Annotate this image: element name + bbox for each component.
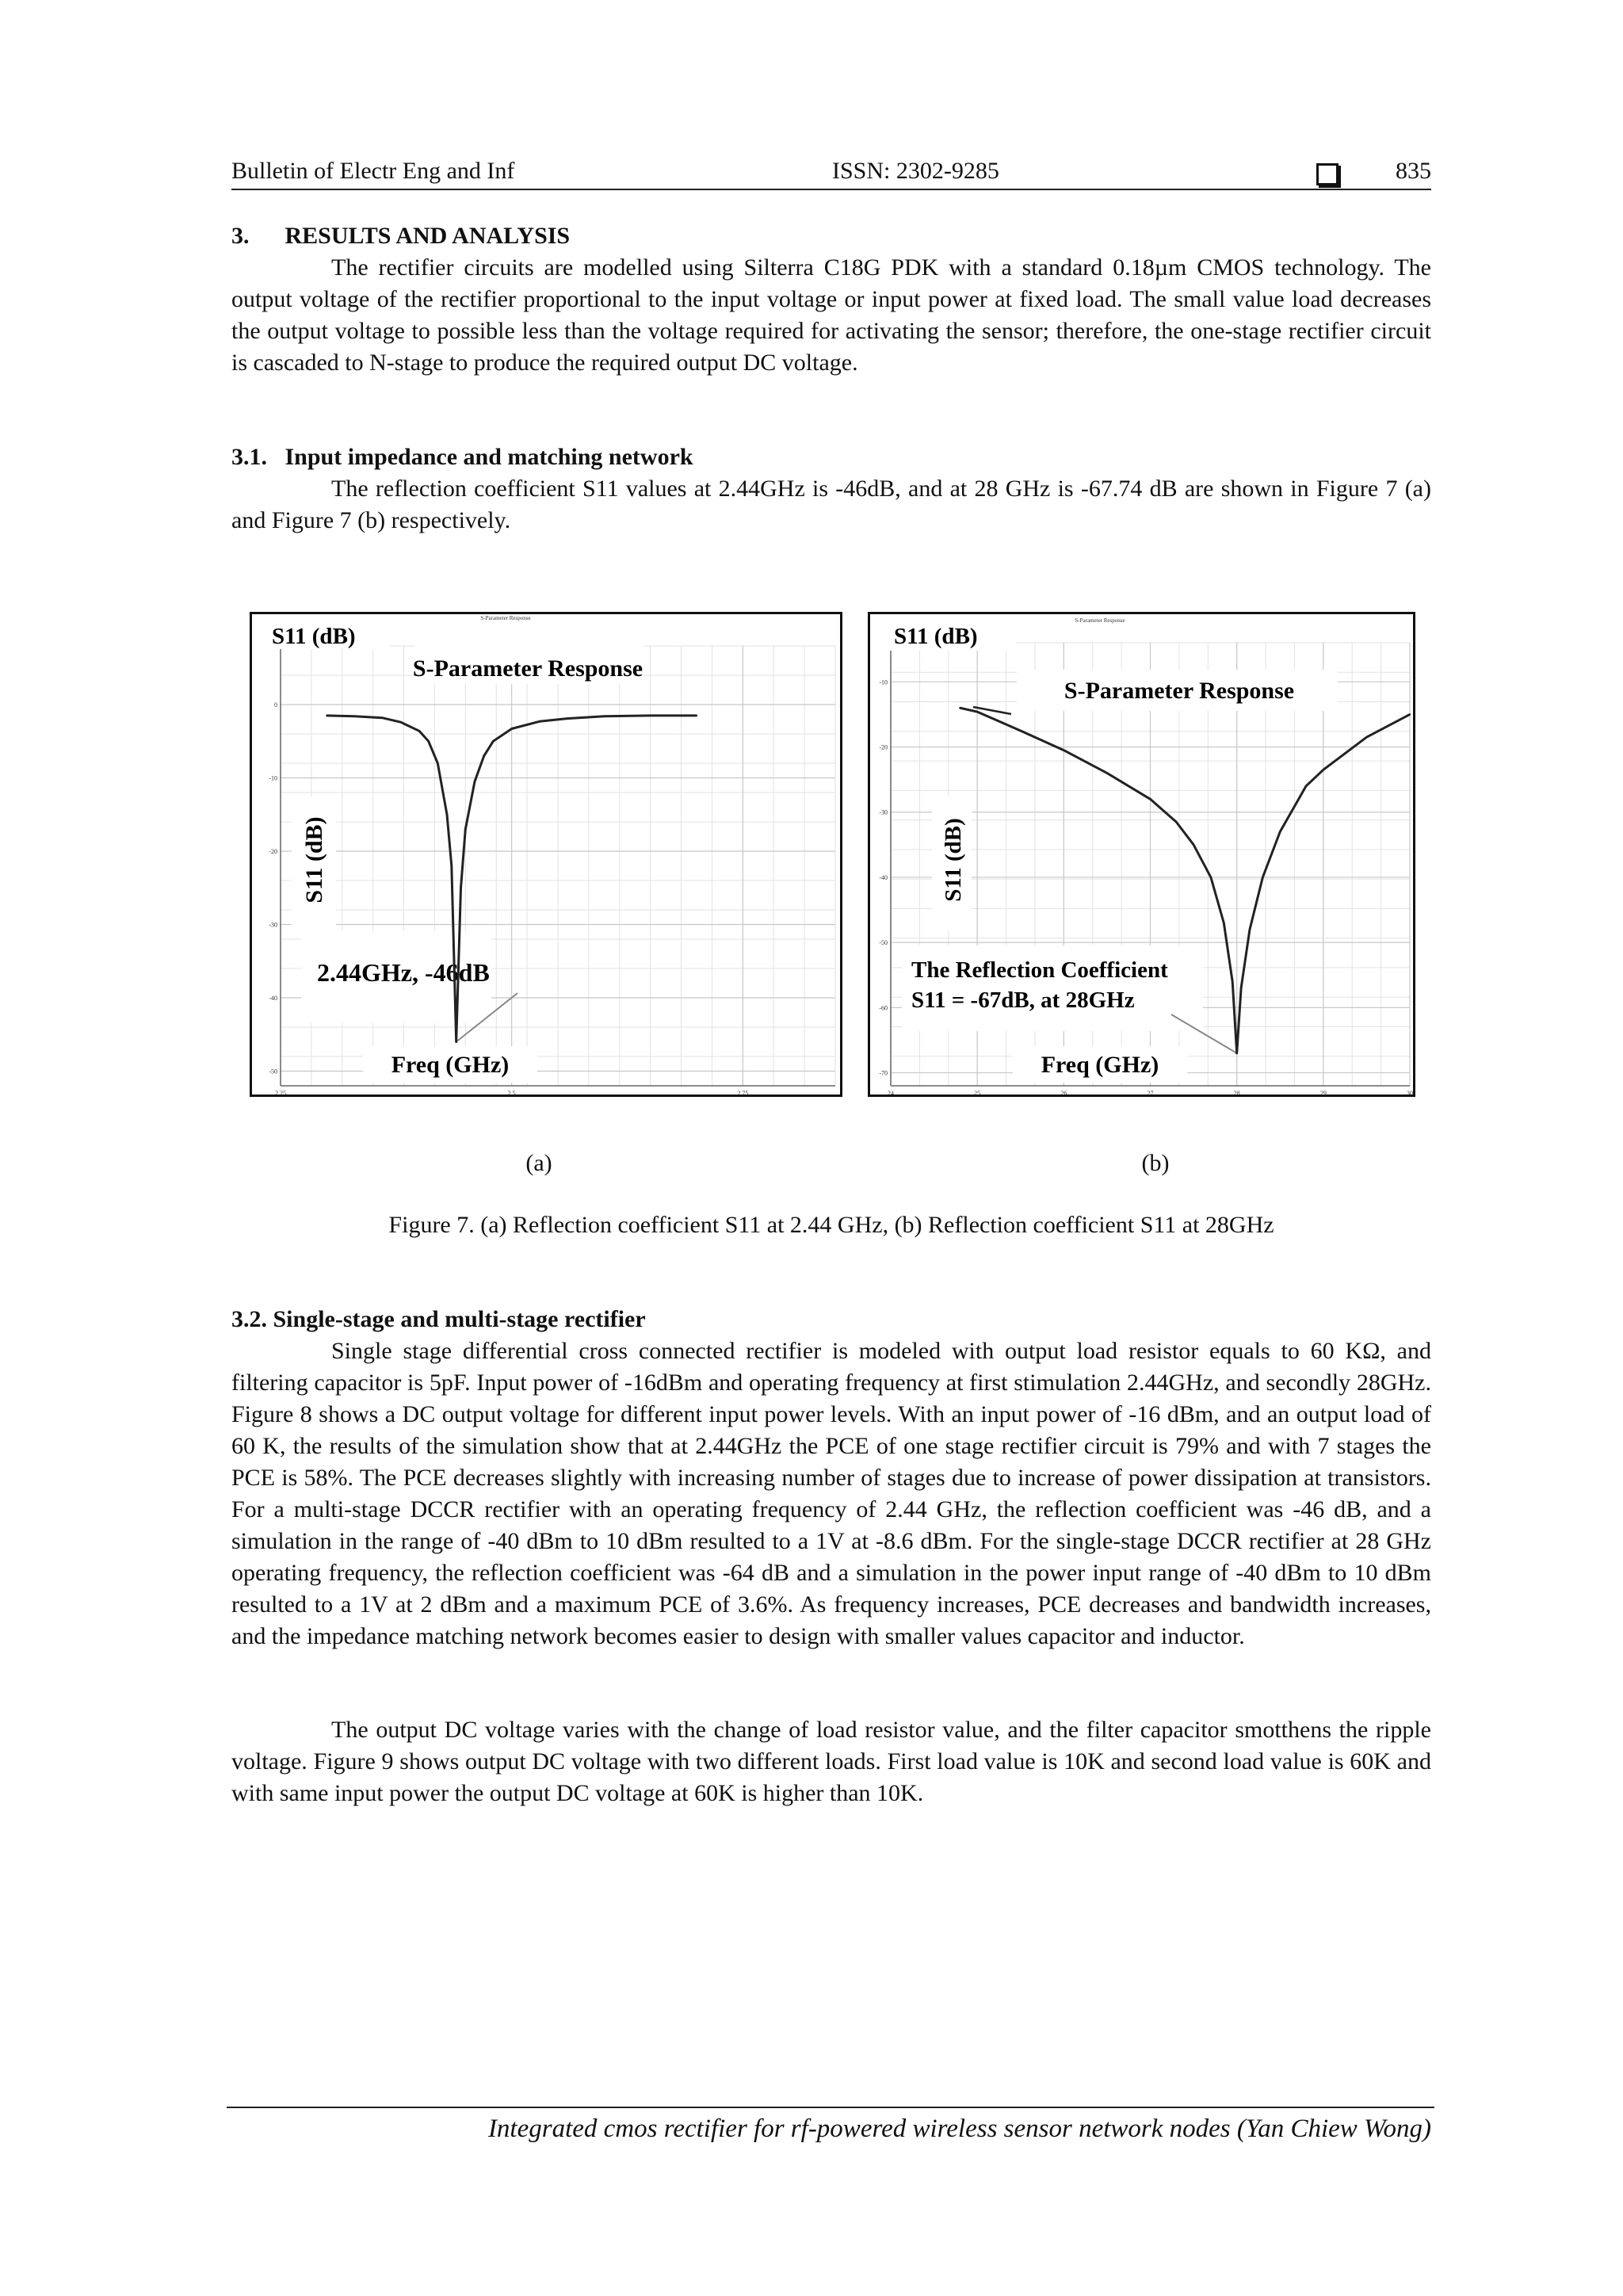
figure-7b-annotation-line1: The Reflection Coefficient: [911, 957, 1168, 983]
running-header: [231, 155, 1431, 190]
figure-7a-y-tick-label: -20: [269, 848, 277, 855]
paragraph-rectifier-1: Single stage differential cross connected rectifier is modeled with output load resistor equals to 60 KΩ, and filtering capacitor is 5pF. Input power of -16dBm and operating frequency at first stimulation 2.44GHz, and secondly 28GHz. Figure 8 shows a DC output voltage for different input power levels. With an input power of -16 dBm, and an output load of 60 K, the results of the simulation show that at 2.44GHz the PCE of one stage rectifier circuit is 79% and with 7 stages the PCE is 58%. The PCE decreases slightly with increasing number of stages due to increase of power dissipation at transistors. For a multi-stage DCCR rectifier with an operating frequency of 2.44 GHz, the reflection coefficient was -46 dB, and a simulation in the range of -40 dBm to 10 dBm resulted to a 1V at -8.6 dBm. For the single-stage DCCR rectifier at 28 GHz operating frequency, the reflection coefficient was -64 dB and a simulation in the power input range of -40 dBm to 10 dBm resulted to a 1V at 2 dBm and a maximum PCE of 3.6%. As frequency increases, PCE decreases and bandwidth increases, and the impedance matching network becomes easier to design with smaller values capacitor and inductor.: [231, 1338, 1431, 1649]
page-number: 835: [1396, 158, 1431, 184]
figure-7b-s11-point: [1193, 844, 1194, 846]
figure-7b-x-tick-label: 28: [1233, 1090, 1240, 1095]
figure-7a-annotation: 2.44GHz, -46dB: [317, 958, 490, 987]
figure-7b-s11-point: [1175, 821, 1177, 823]
figure-7a-s11-point: [603, 716, 605, 717]
figure-7a-s11-point: [538, 720, 540, 722]
figure-7a-s11-point: [696, 715, 697, 716]
footer-rule: [227, 2107, 1434, 2108]
figure-7a-s11-point: [510, 728, 512, 729]
figure-7b-y-tick-label: -20: [879, 743, 888, 751]
figure-7a-s11-point: [474, 781, 475, 782]
section-heading-results: 3. RESULTS AND ANALYSIS: [231, 223, 571, 249]
figure-7b-annotation-line2: S11 = -67dB, at 28GHz: [911, 988, 1135, 1013]
figure-7b-svg: [870, 614, 1413, 1095]
figure-7a-x-tick-label: 2.25: [275, 1090, 286, 1095]
figure-7b-s11-point: [1305, 785, 1307, 787]
figure-7b-x-tick-label: 27: [1147, 1090, 1154, 1095]
figure-7a-s11-point: [437, 762, 438, 764]
figure-7a-s11-point: [326, 715, 327, 716]
figure-7b-s11-point: [976, 711, 978, 712]
figure-7b-s11-point: [1232, 980, 1233, 982]
issn: ISSN: 2302-9285: [832, 158, 999, 184]
figure-7a-chart: [250, 612, 842, 1097]
journal-name: Bulletin of Electr Eng and Inf: [231, 158, 515, 184]
figure-7a-s11-point: [464, 828, 466, 830]
figure-7b-x-tick-label: 25: [974, 1090, 981, 1095]
figure-7a-y-tick-label: -50: [269, 1068, 277, 1075]
figure-7a-y-tick-label: -30: [269, 921, 277, 929]
figure-7b-x-label: Freq (GHz): [1041, 1052, 1159, 1078]
figure-7b-y-tick-label: -60: [879, 1004, 888, 1012]
paragraph-input-impedance: The reflection coefficient S11 values at 2.44GHz is -46dB, and at 28 GHz is -67.74 dB are shown in Figure 7 (a) and Figure 7 (b) respectively.: [231, 476, 1431, 533]
figure-7b-title: S-Parameter Response: [1064, 678, 1295, 704]
checkbox-square-icon: [1316, 163, 1338, 185]
figure-7a-panel-label: (a): [525, 1150, 552, 1176]
figure-7a-s11-point: [353, 716, 355, 717]
figure-7b-y-tick-label: -70: [879, 1069, 888, 1077]
figure-7b-x-tick-label: 29: [1319, 1090, 1327, 1095]
figure-7a-s11-point: [451, 865, 453, 866]
figure-7b-s11-point: [1409, 713, 1411, 715]
figure-7a-s11-point: [446, 814, 448, 816]
figure-7b-y-tick-label: -30: [879, 808, 888, 816]
figure-7a-corner-label: S11 (dB): [272, 624, 356, 649]
figure-7a-s11-point: [460, 887, 461, 888]
figure-7a-s11-point: [492, 740, 494, 742]
figure-7b-x-tick-label: 24: [888, 1090, 894, 1095]
figure-7-caption: Figure 7. (a) Reflection coefficient S11 at 2.44 GHz, (b) Reflection coefficient S11 at 28GHz: [388, 1212, 1274, 1238]
figure-7b-panel-label: (b): [1141, 1150, 1170, 1176]
figure-7b-s11-point: [1240, 987, 1242, 988]
figure-7b-y-tick-label: -10: [879, 678, 888, 686]
figure-7b-y-tick-label: -40: [879, 873, 888, 881]
figure-7a-y-tick-label: -40: [269, 995, 277, 1002]
section-heading-rectifier: 3.2. Single-stage and multi-stage rectifier: [231, 1306, 646, 1332]
paragraph-results-intro: The rectifier circuits are modelled using Silterra C18G PDK with a standard 0.18µm CMOS technology. The output voltage of the rectifier proportional to the input voltage or input power at fixed load. The small value load decreases the output voltage to possible less than the voltage required for activating the sensor; therefore, the one-stage rectifier circuit is cascaded to N-stage to produce the required output DC voltage.: [231, 254, 1431, 376]
section-heading-input-impedance: 3.1. Input impedance and matching network: [231, 444, 693, 470]
figure-7b-s11-point: [1323, 769, 1324, 770]
figure-7a-s11-point: [381, 716, 383, 718]
figure-7a-y-tick-label: 0: [274, 701, 277, 709]
figure-7b-s11-point: [1279, 831, 1281, 832]
figure-7b-s11-point: [1106, 772, 1108, 774]
figure-7b-s11-point: [959, 707, 960, 709]
figure-7a-s11-point: [427, 740, 429, 742]
figure-7a-x-label: Freq (GHz): [391, 1052, 510, 1078]
figure-7a-y-tick-label: -10: [269, 774, 277, 782]
figure-7b-s11-point: [1365, 736, 1367, 738]
figure-7b-s11-point: [1223, 922, 1224, 923]
figure-7a-x-tick-label: 2.75: [737, 1090, 749, 1095]
figure-7a-s11-point: [566, 717, 567, 719]
figure-7b-s11-point: [1020, 730, 1022, 732]
figure-7a-s11-point: [649, 715, 651, 716]
figure-7b-s11-point: [1249, 929, 1251, 930]
figure-7a-svg: [252, 614, 840, 1095]
paragraph-rectifier-2: The output DC voltage varies with the change of load resistor value, and the filter capacitor smotthens the ripple voltage. Figure 9 shows output DC voltage with two different loads. First load value is 10K and second load value is 60K and with same input power the output DC voltage at 60K is higher than 10K.: [231, 1717, 1431, 1806]
figure-7a-s11-point: [399, 721, 401, 723]
figure-7a-s11-point: [455, 1041, 456, 1042]
figure-7a-y-label: S11 (dB): [301, 816, 327, 904]
figure-7b-y-tick-label: -50: [879, 939, 888, 947]
figure-7a-x-tick-label: 2.5: [507, 1090, 516, 1095]
running-footer: Integrated cmos rectifier for rf-powered wireless sensor network nodes (Yan Chiew Wong): [487, 2115, 1431, 2143]
figure-7b-corner-label: S11 (dB): [894, 624, 978, 649]
figure-7b-s11-point: [1262, 877, 1263, 878]
figure-7b-chart: [868, 612, 1415, 1097]
figure-7b-s11-point: [1210, 877, 1212, 878]
figure-7b-x-tick-label: 26: [1060, 1090, 1067, 1095]
figure-7b-y-label: S11 (dB): [941, 818, 966, 902]
figure-7a-s11-point: [418, 730, 420, 732]
figure-7b-s11-point: [1235, 1052, 1237, 1054]
figure-7b-x-tick-label: 30: [1407, 1090, 1413, 1095]
figure-7a-title: S-Parameter Response: [412, 655, 643, 682]
figure-7b-s11-point: [1149, 798, 1151, 800]
figure-7a-s11-point: [483, 755, 484, 757]
figure-7a-small-title: S-Parameter Response: [480, 615, 531, 621]
figure-7b-small-title: S-Parameter Response: [1075, 617, 1125, 624]
figure-7b-s11-point: [1063, 749, 1064, 751]
